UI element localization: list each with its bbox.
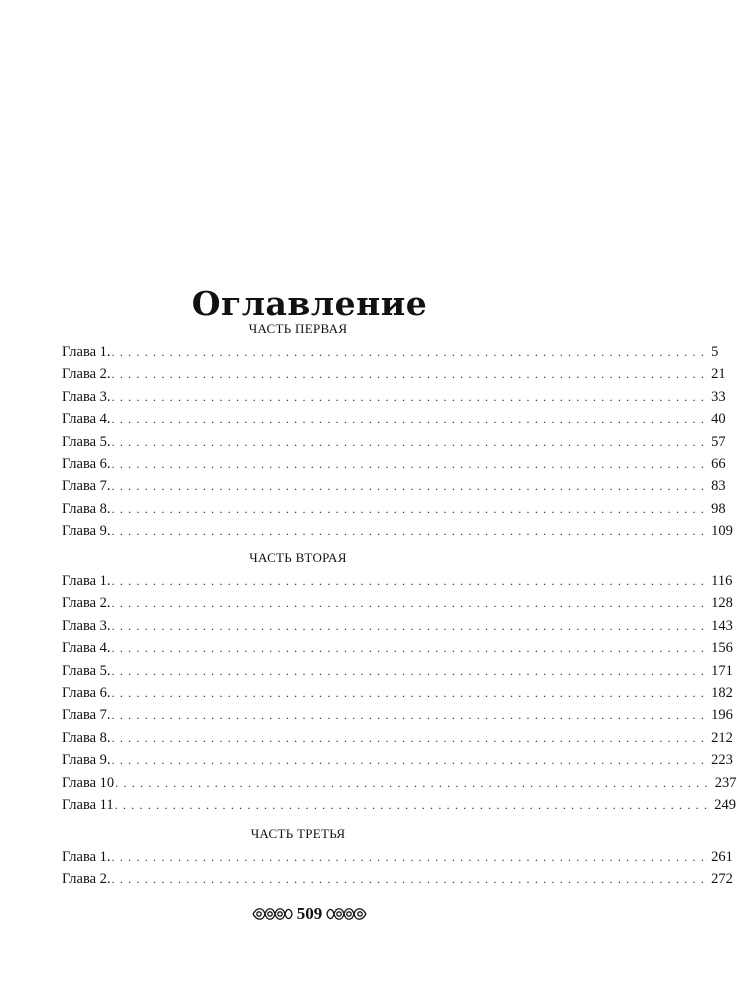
- chapter-label: Глава 2.: [62, 871, 111, 888]
- toc-list-part-3: [62, 846, 733, 891]
- page-number: 509: [296, 904, 323, 923]
- chapter-page: 33: [711, 388, 726, 405]
- chapter-page: 66: [711, 455, 726, 472]
- chapter-label: Глава 6.: [62, 455, 111, 472]
- chapter-label: Глава 2.: [62, 366, 111, 383]
- toc-entry[interactable]: [62, 520, 733, 542]
- part-heading: ЧАСТЬ ПЕРВАЯ: [248, 321, 348, 336]
- toc-entry[interactable]: [62, 363, 726, 385]
- chapter-label: Глава 2.: [62, 595, 111, 612]
- chapter-page: 223: [711, 752, 733, 769]
- chapter-label: Глава 10: [62, 774, 115, 791]
- dot-leader: ........................................................................: [111, 663, 710, 678]
- toc-entry[interactable]: [62, 453, 726, 475]
- dot-leader: ........................................................................: [111, 434, 710, 449]
- toc-entry[interactable]: [62, 386, 726, 408]
- chapter-page: 116: [711, 573, 733, 589]
- chapter-page: 249: [714, 796, 737, 813]
- chapter-page: 261: [711, 849, 733, 865]
- toc-entry[interactable]: [62, 660, 733, 682]
- chapter-page: 272: [711, 871, 733, 888]
- dot-leader: ........................................................................: [111, 872, 710, 887]
- chapter-page: 128: [711, 595, 733, 612]
- chapter-label: Глава 1.: [62, 849, 111, 865]
- dot-leader: ........................................................................: [111, 412, 710, 427]
- dot-leader: ........................................................................: [111, 596, 710, 611]
- chapter-page: 156: [711, 640, 733, 657]
- dot-leader: ........................................................................: [111, 753, 710, 768]
- toc-entry[interactable]: [62, 727, 733, 749]
- chapter-label: Глава 1.: [62, 344, 111, 360]
- toc-entry[interactable]: [62, 704, 733, 726]
- toc-entry[interactable]: [62, 498, 726, 520]
- chapter-label: Глава 7.: [62, 707, 111, 724]
- dot-leader: ........................................................................: [111, 501, 710, 516]
- toc-entry[interactable]: [62, 868, 733, 890]
- knot-ornament-icon: [251, 903, 293, 925]
- dot-leader: ........................................................................: [111, 641, 710, 656]
- dot-leader: ........................................................................: [111, 456, 710, 471]
- toc-entry[interactable]: [62, 431, 726, 453]
- chapter-label: Глава 8.: [62, 500, 111, 517]
- page-title: Оглавление: [191, 284, 428, 324]
- toc-entry[interactable]: [62, 846, 733, 868]
- dot-leader: ........................................................................: [111, 574, 710, 588]
- chapter-label: Глава 7.: [62, 478, 111, 495]
- chapter-label: Глава 4.: [62, 411, 111, 428]
- chapter-label: Глава 6.: [62, 684, 111, 701]
- part-heading: ЧАСТЬ ТРЕТЬЯ: [250, 826, 346, 841]
- toc-entry[interactable]: [62, 341, 719, 363]
- toc-entry[interactable]: [62, 749, 733, 771]
- dot-leader: ........................................................................: [111, 479, 710, 494]
- chapter-label: Глава 5.: [62, 433, 111, 450]
- chapter-page: 196: [711, 707, 733, 724]
- toc-list-part-1: [62, 341, 733, 543]
- chapter-page: 83: [711, 478, 726, 495]
- chapter-label: Глава 9.: [62, 523, 111, 540]
- chapter-label: Глава 11: [62, 796, 114, 813]
- toc-entry[interactable]: [62, 794, 737, 816]
- toc-entry[interactable]: [62, 772, 737, 794]
- part-heading: ЧАСТЬ ВТОРАЯ: [249, 550, 347, 565]
- dot-leader: ........................................................................: [111, 730, 710, 745]
- knot-ornament-icon: [326, 903, 368, 925]
- toc-list-part-2: [62, 570, 737, 816]
- chapter-page: 182: [711, 684, 733, 701]
- toc-entry[interactable]: [62, 570, 733, 592]
- chapter-label: Глава 3.: [62, 388, 111, 405]
- dot-leader: ........................................................................: [111, 618, 710, 633]
- toc-entry[interactable]: [62, 408, 726, 430]
- chapter-page: 171: [711, 662, 733, 679]
- chapter-page: 98: [711, 500, 726, 517]
- chapter-page: 109: [711, 523, 733, 540]
- chapter-page: 143: [711, 617, 733, 634]
- toc-entry[interactable]: [62, 682, 733, 704]
- dot-leader: ........................................................................: [114, 797, 713, 812]
- toc-entry[interactable]: [62, 615, 733, 637]
- toc-entry[interactable]: [62, 592, 733, 614]
- dot-leader: ........................................................................: [111, 389, 710, 404]
- dot-leader: ........................................................................: [111, 524, 710, 539]
- chapter-page: 40: [711, 411, 726, 428]
- toc-entry[interactable]: [62, 475, 726, 497]
- page-footer: [0, 903, 619, 937]
- dot-leader: ........................................................................: [111, 850, 710, 864]
- dot-leader: ........................................................................: [111, 708, 710, 723]
- dot-leader: ........................................................................: [115, 775, 713, 790]
- chapter-page: 212: [711, 729, 733, 746]
- chapter-label: Глава 4.: [62, 640, 111, 657]
- toc-entry[interactable]: [62, 637, 733, 659]
- dot-leader: ........................................................................: [111, 345, 710, 359]
- chapter-label: Глава 3.: [62, 617, 111, 634]
- chapter-page: 5: [711, 344, 719, 360]
- chapter-page: 57: [711, 433, 726, 450]
- dot-leader: ........................................................................: [111, 367, 710, 382]
- footer-ornament-group: [251, 903, 369, 925]
- dot-leader: ........................................................................: [111, 685, 710, 700]
- chapter-label: Глава 5.: [62, 662, 111, 679]
- chapter-page: 21: [711, 366, 726, 383]
- chapter-page: 237: [714, 774, 737, 791]
- chapter-label: Глава 1.: [62, 573, 111, 589]
- chapter-label: Глава 9.: [62, 752, 111, 769]
- chapter-label: Глава 8.: [62, 729, 111, 746]
